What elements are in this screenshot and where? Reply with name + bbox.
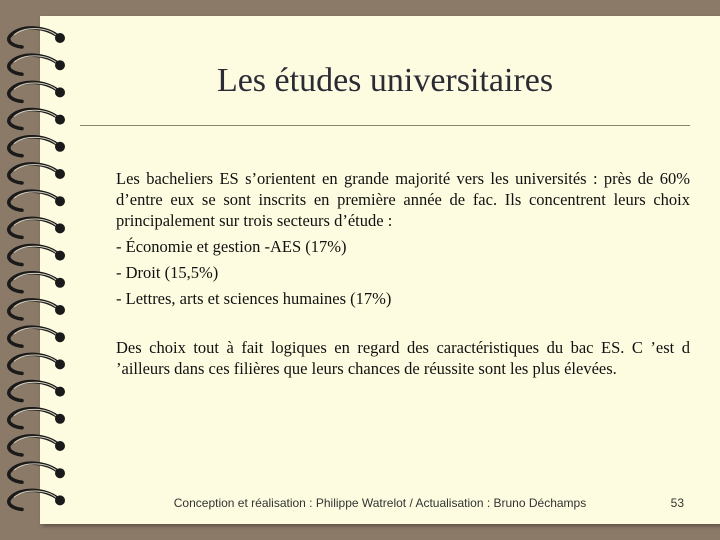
bullet-droit: - Droit (15,5%) [116,263,219,282]
title-divider [80,125,690,126]
spiral-ring [9,164,65,183]
spiral-ring [9,28,65,47]
spiral-ring [9,246,65,265]
spiral-ring [9,137,65,156]
page-number: 53 [670,496,684,510]
bullet-lettres: - Lettres, arts et sciences humaines (17%) [116,289,392,308]
spiral-ring [9,218,65,237]
footer-credits: Conception et réalisation : Philippe Watrelot / Actualisation : Bruno Déchamps [173,496,587,510]
spiral-ring [9,327,65,346]
spiral-ring [9,490,65,509]
spiral-ring [9,300,65,319]
slide-body [116,168,690,379]
conclusion-paragraph: Des choix tout à fait logiques en regard des caractéristiques du bac ES. C ’est d ’ailleurs dans ces filières que leurs chances de réussite sont les plus élevées. [116,338,690,378]
spiral-ring [9,110,65,129]
spiral-ring [9,409,65,428]
spiral-ring [9,354,65,373]
spiral-ring [9,191,65,210]
bullet-economie: - Économie et gestion -AES (17%) [116,237,347,256]
intro-paragraph: Les bacheliers ES s’orientent en grande majorité vers les universités : près de 60% d’entre eux se sont inscrits en première année de fac. Ils concentrent leurs choix principalement sur trois secteurs d’étude : [116,169,690,230]
spiral-ring [9,463,65,482]
slide-title: Les études universitaires [216,62,554,99]
spiral-ring [9,273,65,292]
spiral-ring [9,436,65,455]
spiral-ring [9,382,65,401]
